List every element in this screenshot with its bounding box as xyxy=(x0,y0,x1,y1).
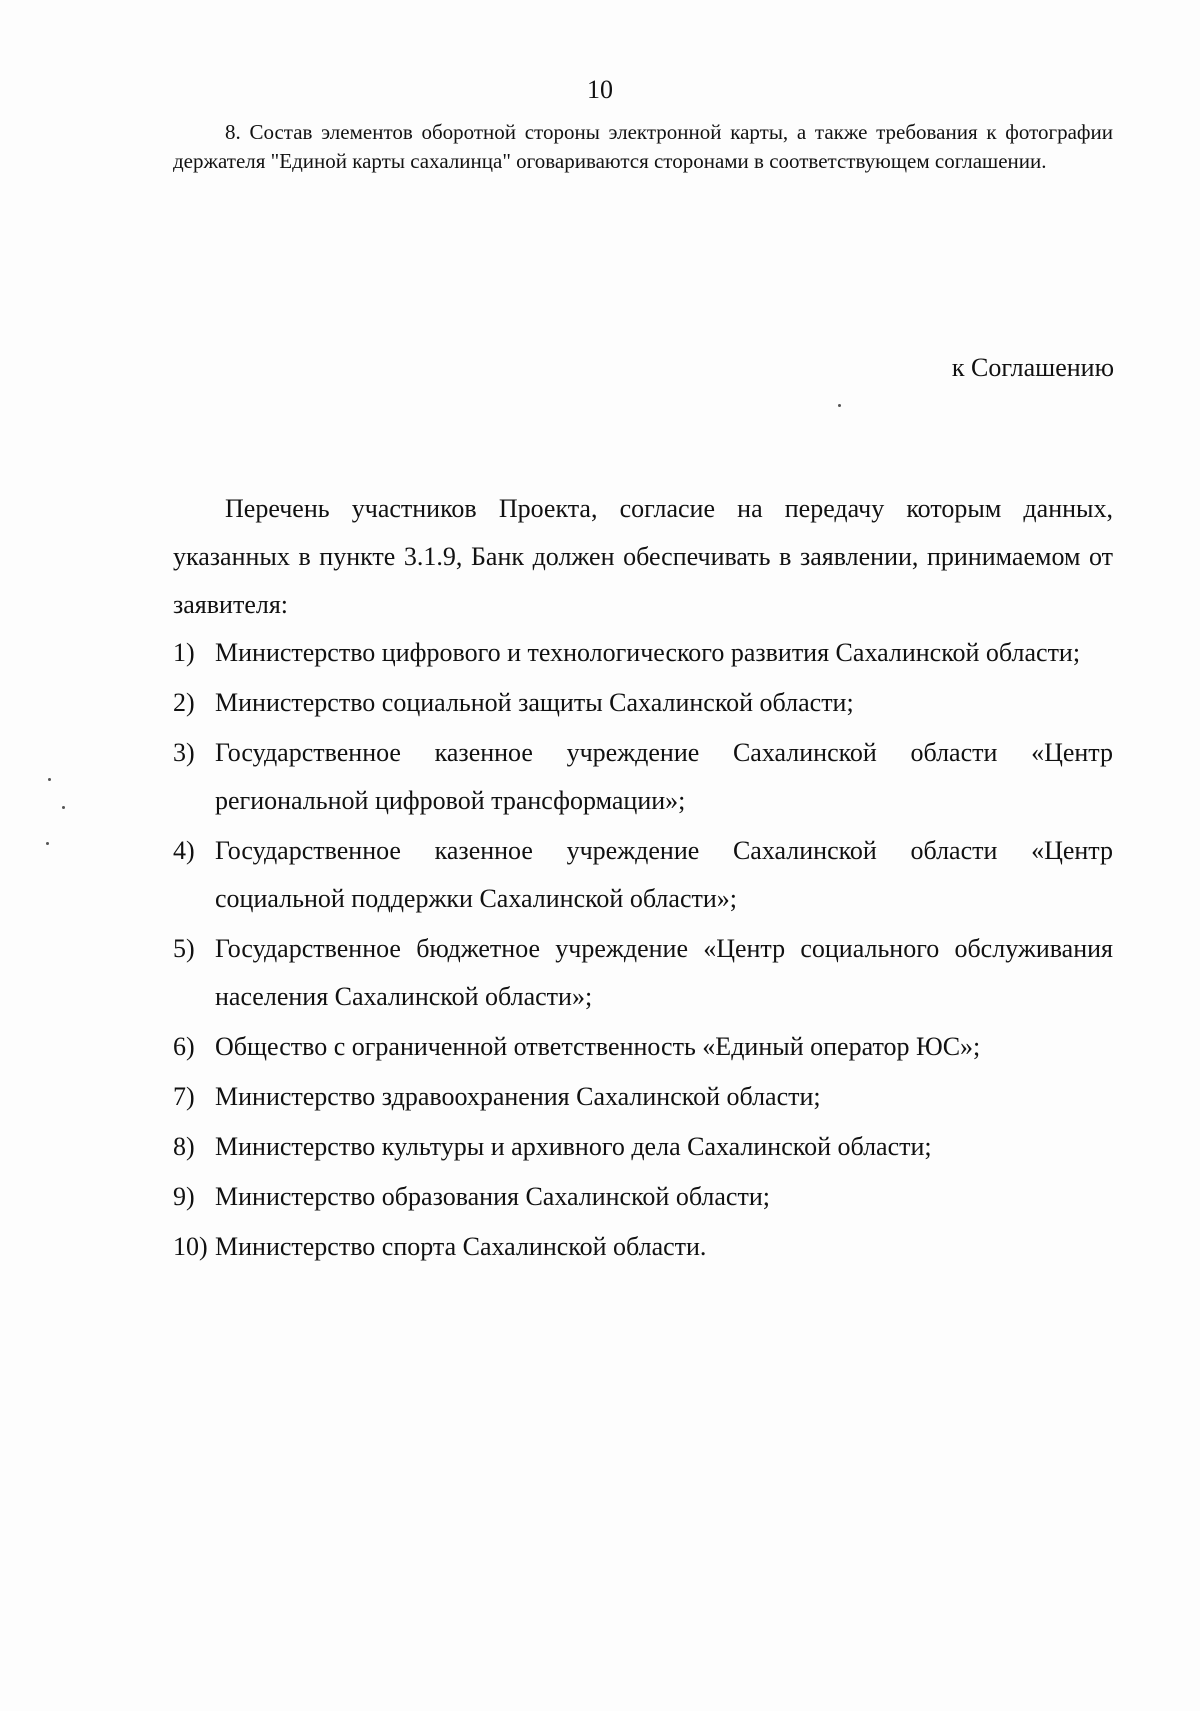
list-item-text: Министерство здравоохранения Сахалинской области; xyxy=(215,1082,821,1111)
list-item xyxy=(173,827,1113,923)
appendix-reference: к Соглашению xyxy=(951,353,1114,382)
list-item-text: Министерство культуры и архивного дела Сахалинской области; xyxy=(215,1132,932,1161)
list-item-text: Государственное казенное учреждение Сахалинской области «Центр социальной поддержки Сахалинской области»; xyxy=(215,836,1113,913)
list-item xyxy=(173,1023,1113,1071)
list-item-text: Министерство цифрового и технологического развития Сахалинской области; xyxy=(215,638,1081,667)
list-item-text: Государственное казенное учреждение Сахалинской области «Центр региональной цифровой трансформации»; xyxy=(215,738,1113,815)
list-item-number: 6) xyxy=(173,1032,195,1061)
list-item-number: 1) xyxy=(173,638,195,667)
list-item-number: 8) xyxy=(173,1132,195,1161)
list-item-number: 3) xyxy=(173,738,195,767)
list-item-number: 10) xyxy=(173,1232,208,1261)
list-item-text: Общество с ограниченной ответственность «Единый оператор ЮС»; xyxy=(215,1032,981,1061)
list-item-text: Министерство социальной защиты Сахалинской области; xyxy=(215,688,854,717)
list-item-text: Министерство спорта Сахалинской области. xyxy=(215,1232,707,1261)
list-item xyxy=(173,1123,1113,1171)
list-item-number: 2) xyxy=(173,688,195,717)
scan-speck xyxy=(48,778,51,781)
list-item xyxy=(173,1223,1113,1271)
list-item xyxy=(173,629,1113,677)
scan-speck xyxy=(838,404,841,407)
intro-paragraph: Перечень участников Проекта, согласие на передачу которым данных, указанных в пункте 3.1.9, Банк должен обеспечивать в заявлении, принимаемом от заявителя: xyxy=(173,494,1113,619)
page-number: 10 xyxy=(587,75,613,104)
list-item-number: 9) xyxy=(173,1182,195,1211)
list-item-number: 7) xyxy=(173,1082,195,1111)
list-item xyxy=(173,925,1113,1021)
list-item-number: 5) xyxy=(173,934,195,963)
scan-speck xyxy=(62,806,65,809)
scan-speck xyxy=(46,842,49,845)
list-item xyxy=(173,729,1113,825)
participants-list xyxy=(173,629,1113,1273)
list-item xyxy=(173,1073,1113,1121)
list-item xyxy=(173,679,1113,727)
list-item-text: Государственное бюджетное учреждение «Центр социального обслуживания населения Сахалинской области»; xyxy=(215,934,1113,1011)
list-item-text: Министерство образования Сахалинской области; xyxy=(215,1182,770,1211)
note-paragraph: 8. Состав элементов оборотной стороны электронной карты, а также требования к фотографии держателя "Единой карты сахалинца" оговариваются сторонами в соответствующем соглашении. xyxy=(173,120,1113,173)
list-item xyxy=(173,1173,1113,1221)
list-item-number: 4) xyxy=(173,836,195,865)
